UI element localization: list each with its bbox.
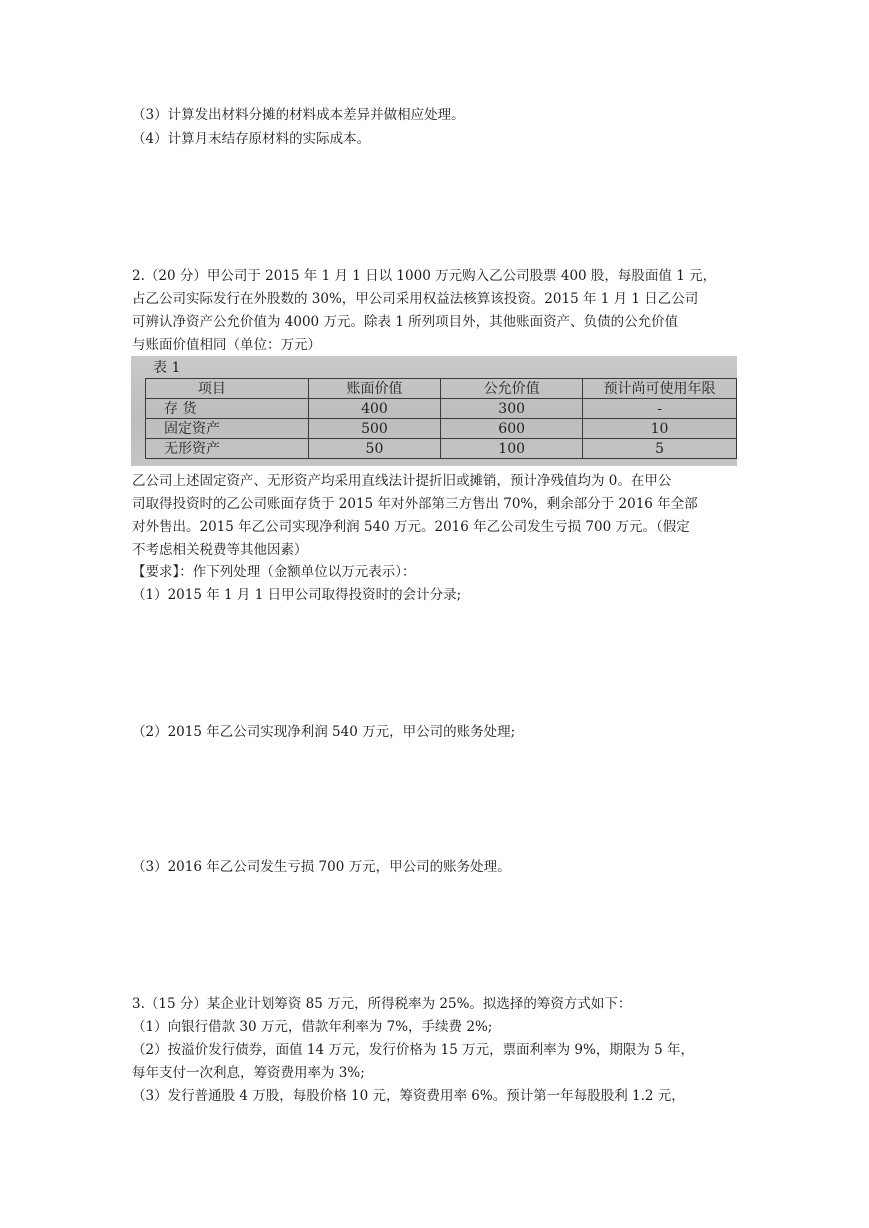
text-line: 对外售出。2015 年乙公司实现净利润 540 万元。2016 年乙公司发生亏损 700 万元。（假定 <box>132 519 690 535</box>
text-line: 不考虑相关税费等其他因素） <box>132 542 308 558</box>
table-header: 预计尚可使用年限 <box>583 379 737 399</box>
table-caption: 表 1 <box>153 360 181 376</box>
table-cell: 600 <box>441 419 583 439</box>
question-3-heading: 3.（15 分）某企业计划筹资 85 万元，所得税率为 25%。拟选择的筹资方式如下： <box>132 996 632 1012</box>
text-line: 司取得投资时的乙公司账面存货于 2015 年对外部第三方售出 70%，剩余部分于 2016 年全部 <box>132 496 698 512</box>
table-row <box>146 399 737 419</box>
text-line: 乙公司上述固定资产、无形资产均采用直线法计提折旧或摊销，预计净残值均为 0。在甲公 <box>132 473 672 489</box>
text-line: 可辨认净资产公允价值为 4000 万元。除表 1 所列项目外，其他账面资产、负债的公允价值 <box>132 314 679 330</box>
table-row <box>146 439 737 459</box>
table-header: 账面价值 <box>308 379 440 399</box>
question-2-heading: 2.（20 分）甲公司于 2015 年 1 月 1 日以 1000 万元购入乙公司股票 400 股，每股面值 1 元， <box>132 268 717 284</box>
text-line: （4）计算月末结存原材料的实际成本。 <box>132 131 371 147</box>
table-cell: 500 <box>308 419 440 439</box>
table-image <box>131 356 737 466</box>
text-line: （1）向银行借款 30 万元，借款年利率为 7%，手续费 2%; <box>132 1019 493 1035</box>
text-line: 占乙公司实际发行在外股数的 30%，甲公司采用权益法核算该投资。2015 年 1 月 1 日乙公司 <box>132 291 699 307</box>
table-cell: - <box>583 399 737 419</box>
table-row <box>146 419 737 439</box>
table-cell: 50 <box>308 439 440 459</box>
table-cell: 100 <box>441 439 583 459</box>
table-cell: 固定资产 <box>146 419 309 439</box>
text-line: 与账面价值相同（单位：万元） <box>132 337 321 353</box>
table-cell: 400 <box>308 399 440 419</box>
text-line: （3）计算发出材料分摊的材料成本差异并做相应处理。 <box>132 107 465 123</box>
table-cell: 300 <box>441 399 583 419</box>
text-line: （3）发行普通股 4 万股，每股价格 10 元，筹资费用率 6%。预计第一年每股股利 1.2 元， <box>132 1088 685 1104</box>
requirements-heading: 【要求】：作下列处理（金额单位以万元表示）： <box>132 564 416 580</box>
text-line: （3）2016 年乙公司发生亏损 700 万元，甲公司的账务处理。 <box>132 859 511 875</box>
table-header-row <box>146 379 737 399</box>
table-header: 公允价值 <box>441 379 583 399</box>
table-cell: 无形资产 <box>146 439 309 459</box>
data-table <box>145 378 737 459</box>
text-line: （2）2015 年乙公司实现净利润 540 万元，甲公司的账务处理; <box>132 724 516 740</box>
table-cell: 5 <box>583 439 737 459</box>
table-header: 项目 <box>146 379 309 399</box>
text-line: （1）2015 年 1 月 1 日甲公司取得投资时的会计分录; <box>132 587 462 603</box>
table-cell: 存 货 <box>146 399 309 419</box>
text-line: （2）按溢价发行债券，面值 14 万元，发行价格为 15 万元，票面利率为 9%，期限为 5 年， <box>132 1042 694 1058</box>
text-line: 每年支付一次利息，筹资费用率为 3%; <box>132 1065 365 1081</box>
table-cell: 10 <box>583 419 737 439</box>
